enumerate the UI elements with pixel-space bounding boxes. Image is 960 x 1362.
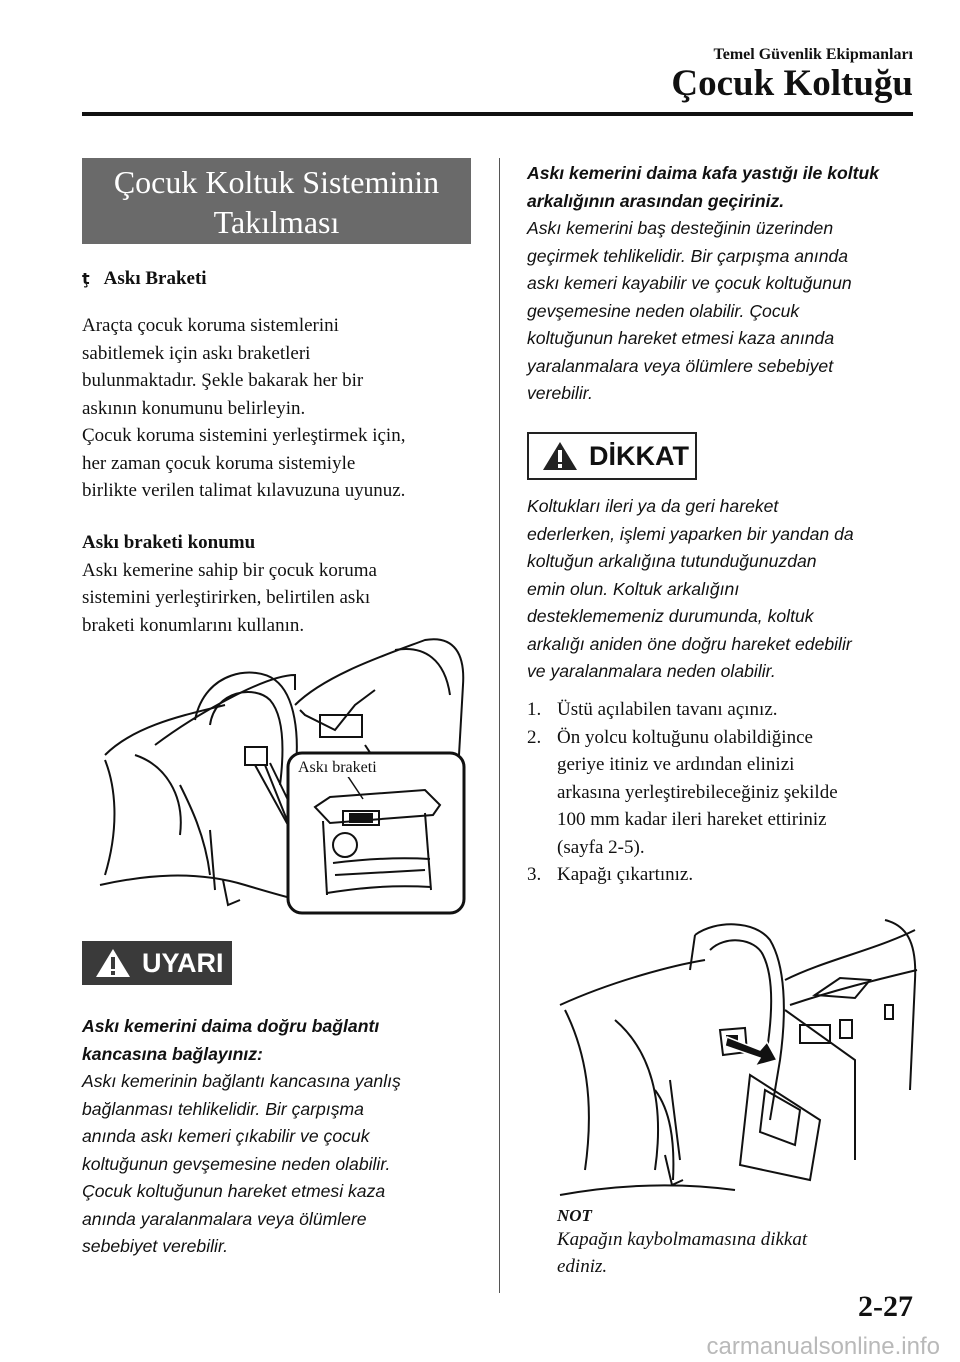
section-label: Temel Güvenlik Ekipmanları [713,46,913,63]
text-line: yaralanmalara veya ölümlere sebebiyet [527,355,834,376]
warning-label-text: UYARI [142,947,224,978]
warning-label [82,941,232,985]
text-line: her zaman çocuk koruma sistemiyle [82,452,356,474]
text-line: Koltukları ileri ya da geri hareket [527,496,779,516]
location-title: Askı braketi konumu [82,532,256,553]
text-line: ediniz. [557,1256,608,1277]
step-item [527,861,917,889]
text-line: Çocuk koruma sistemini yerleştirmek için, [82,425,406,446]
text-line: Çocuk koltuğunun hareket etmesi kaza [82,1181,386,1201]
seat-illustration [95,635,475,920]
text-line: (sayfa 2-5). [557,836,645,858]
text-line: sabitlemek için askı braketleri [82,342,311,364]
figure-callout: Askı braketi [295,759,380,777]
step-text [557,724,917,862]
step-number: 3. [527,864,542,885]
text-line: sistemini yerleştirirken, belirtilen askı [82,587,371,608]
location-paragraph [82,529,482,639]
text-line: Araçta çocuk koruma sistemlerini [82,315,339,336]
text-line: askı kemeri kayabilir ve çocuk koltuğunun [527,273,852,293]
text-line: anında askı kemeri çıkabilir ve çocuk [82,1126,370,1146]
text-line: emin olun. Koltuk arkalığını [527,578,740,599]
subheading [82,268,482,290]
text-line: geçirmek tehlikelidir. Bir çarpışma anında [527,245,849,266]
caution-paragraph [527,493,917,686]
step-item [527,724,917,862]
text-line: braketi konumlarını kullanın. [82,614,305,636]
section-banner [82,158,471,244]
text-line: Kapağı çıkartınız. [557,864,694,885]
tether-bracket-figure [95,635,475,920]
text-line: Ön yolcu koltuğunu olabildiğince [557,726,813,748]
text-line: birlikte verilen talimat kılavuzuna uyunuz. [82,480,406,501]
caution-label [527,432,697,480]
text-line: kancasına bağlayınız: [82,1043,263,1064]
text-line: arkalığının arasından geçiriniz. [527,190,785,211]
page-number: 2-27 [858,1290,913,1323]
text-line: geriye itiniz ve ardından elinizi [557,754,795,775]
caution-triangle-icon [541,440,579,472]
cover-removal-figure [555,910,930,1200]
text-line: koltuğunun hareket etmesi kaza anında [527,328,835,348]
text-line: Üstü açılabilen tavanı açınız. [557,699,778,720]
intro-paragraph [82,312,482,505]
text-line: Askı kemerinin bağlantı kancasına yanlış [82,1071,401,1091]
text-line: verebilir. [527,383,593,403]
text-line: bulunmaktadır. Şekle bakarak her bir [82,370,364,391]
text-line: gevşemesine neden olabilir. Çocuk [527,300,800,321]
text-line: arkalığı aniden öne doğru hareket edebilir [527,633,852,654]
column-divider [499,158,500,1293]
text-line: Askı kemerine sahip bir çocuk koruma [82,559,377,581]
text-line: askının konumunu belirleyin. [82,397,306,419]
caution-label-text: DİKKAT [589,440,689,471]
text-line: anında yaralanmalara veya ölümlere [82,1208,367,1229]
warning-triangle-icon [94,947,132,979]
bullet-icon: ţ [82,269,90,288]
steps-list [527,696,917,889]
text-line: ederlerken, işlemi yaparken bir yandan da [527,523,854,544]
text-line: Kapağın kaybolmamasına dikkat [557,1229,808,1250]
chapter-title: Çocuk Koltuğu [671,63,913,104]
note-title: NOT [557,1206,592,1225]
step-text [557,696,917,724]
text-line: desteklememeniz durumunda, koltuk [527,606,814,626]
step-number: 2. [527,726,542,748]
text-line: sebebiyet verebilir. [82,1236,229,1256]
text-line: koltuğunun gevşemesine neden olabilir. [82,1153,391,1174]
watermark: carmanualsonline.info [706,1333,940,1360]
text-line: Askı kemerini baş desteğinin üzerinden [527,218,834,238]
text-line: koltuğun arkalığına tutunduğunuzdan [527,551,817,571]
seat-cover-illustration [555,910,930,1200]
step-number: 1. [527,699,542,720]
warning-paragraph-continued [527,160,917,408]
text-line: Askı kemerini daima kafa yastığı ile koltuk [527,163,880,183]
step-item [527,696,917,724]
text-line: arkasına yerleştirebileceğiniz şekilde [557,781,838,803]
text-line: ve yaralanmalara neden olabilir. [527,661,776,681]
text-line: bağlanması tehlikelidir. Bir çarpışma [82,1098,364,1119]
step-text [557,861,917,889]
text-line: 100 mm kadar ileri hareket ettiriniz [557,809,827,830]
banner-line-2: Takılması [213,204,340,240]
banner-line-1: Çocuk Koltuk Sisteminin [113,164,440,200]
subheading-text: Askı Braketi [103,268,207,289]
warning-paragraph [82,1013,482,1261]
note-block [557,1206,917,1280]
header-rule [82,112,913,116]
text-line: Askı kemerini daima doğru bağlantı [82,1016,380,1036]
